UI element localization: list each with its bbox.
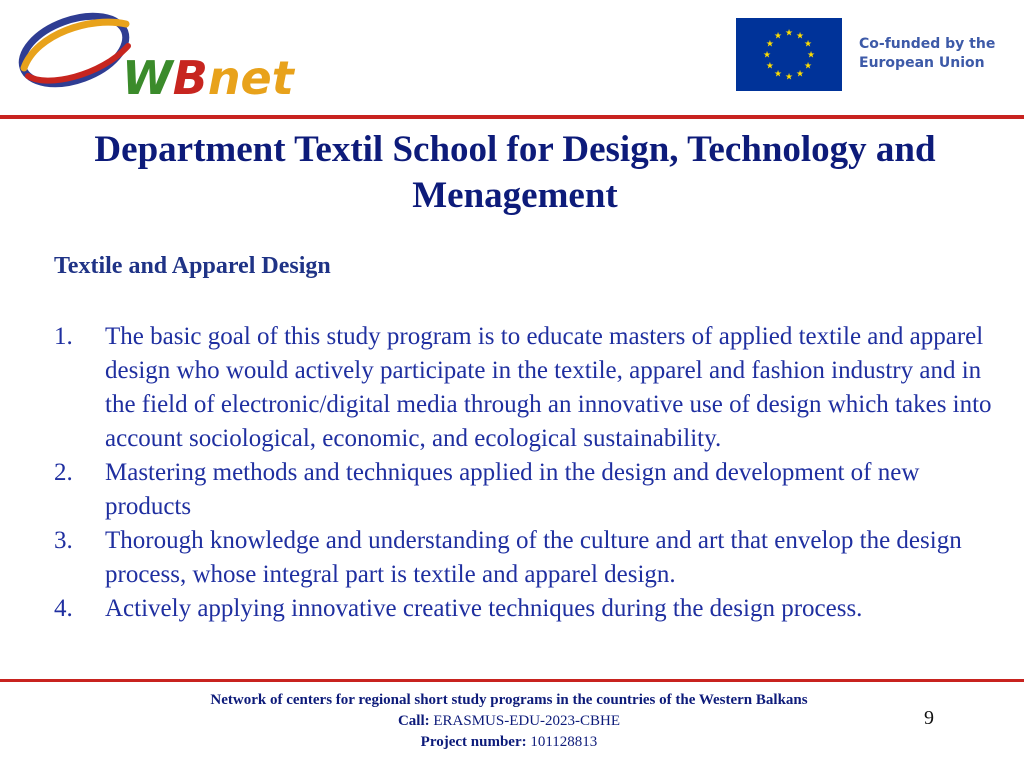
objectives-list: [54, 320, 994, 626]
footer-project: [0, 732, 1018, 753]
list-item-number: 4.: [54, 595, 73, 622]
eu-star-icon: ★: [804, 39, 813, 50]
footer-network: Network of centers for regional short study programs in the countries of the Western Balkans: [210, 692, 808, 708]
list-item: [54, 456, 994, 524]
footer-call-value: ERASMUS-EDU-2023-CBHE: [433, 713, 621, 729]
eu-cofunded-label: [859, 35, 1019, 73]
eu-star-icon: ★: [784, 28, 794, 39]
eu-label-line1: Co-funded by the: [859, 36, 996, 52]
eu-star-icon: ★: [773, 31, 783, 42]
eu-star-icon: ★: [773, 69, 783, 80]
footer-divider: [0, 679, 1024, 682]
footer-call: [0, 711, 1018, 732]
list-item-text: Thorough knowledge and understanding of the culture and art that envelop the design process, whose integral part is textile and apparel design.: [105, 527, 962, 588]
eu-star-icon: ★: [806, 50, 816, 61]
list-item-number: 2.: [54, 459, 73, 486]
footer-call-label: Call:: [397, 713, 430, 729]
wbnet-logo: [6, 6, 294, 106]
list-item-text: Actively applying innovative creative techniques during the design process.: [105, 595, 863, 622]
slide-title: Department Textil School for Design, Technology and Menagement: [94, 129, 936, 216]
eu-star-icon: ★: [765, 39, 774, 50]
eu-star-icon: ★: [795, 69, 805, 80]
list-item-text: The basic goal of this study program is to educate masters of applied textile and apparel design who would actively participate in the textile, apparel and fashion industry and in the field of electronic/digital media through an innovative use of design which takes into account sociological, economic, and ecological sustainability.: [105, 323, 992, 452]
eu-star-icon: ★: [804, 61, 813, 72]
eu-star-icon: ★: [762, 50, 772, 61]
page-number: 9: [924, 707, 934, 729]
eu-star-icon: ★: [795, 31, 805, 42]
list-item-text: Mastering methods and techniques applied in the design and development of new products: [105, 459, 920, 520]
footer: [0, 690, 1018, 753]
eu-star-icon: ★: [765, 61, 774, 72]
list-item-number: 3.: [54, 527, 73, 554]
list-item: [54, 524, 994, 592]
eu-label-line2: European Union: [859, 55, 985, 71]
eu-star-icon: ★: [784, 72, 794, 83]
list-item: [54, 592, 994, 626]
header-divider: [0, 115, 1024, 119]
footer-project-label: Project number:: [420, 734, 527, 750]
svg-text:WBnet: WBnet: [122, 51, 294, 105]
footer-project-value: 101128813: [530, 734, 598, 750]
list-item: [54, 320, 994, 456]
eu-flag-icon: [736, 18, 842, 91]
slide-subtitle: Textile and Apparel Design: [54, 253, 331, 279]
list-item-number: 1.: [54, 323, 73, 350]
